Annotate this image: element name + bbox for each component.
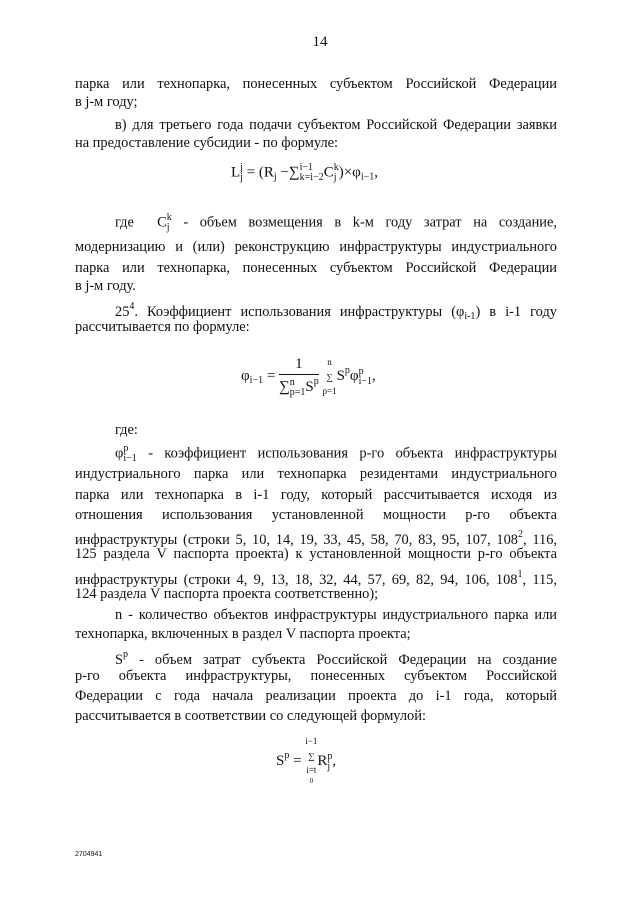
text-fragment: инфраструктуры (строки 5, 10, 14, 19, 33, 45, 58, 70, 83, 95, 107, 108 — [75, 532, 519, 548]
formula-symbol: S — [115, 652, 124, 668]
text-line: парка или технопарка в i-1 году, который рассчитывается исходя из — [75, 487, 557, 503]
formula-symbol: S — [336, 368, 345, 385]
fraction — [279, 356, 319, 398]
formula-sub: p=1 — [289, 386, 306, 398]
formula-text: , — [332, 752, 337, 769]
text-line: на предоставление субсидии - по формуле: — [75, 135, 339, 151]
document-code: 2704941 — [75, 851, 103, 858]
formula-sup: p — [313, 376, 319, 387]
formula-symbol: φ — [349, 368, 359, 385]
text-fragment: - объем затрат субъекта Российской Федерации на создание — [139, 652, 557, 668]
phi-definition — [75, 444, 557, 464]
formula-sub: k=i−2 — [299, 172, 324, 183]
text-line: где: — [115, 422, 138, 438]
formula-sup: i−1 — [299, 162, 314, 173]
text-line: n - количество объектов инфраструктуры индустриального парка или — [115, 607, 557, 623]
where-label: где — [115, 214, 134, 231]
formula-sub: i−1 — [123, 453, 137, 464]
formula-text: − — [280, 164, 289, 181]
footnote-sup: 1 — [517, 569, 523, 580]
formula-sup: p — [123, 443, 129, 454]
formula-sub: i−1 — [360, 171, 375, 183]
text-line: в j-м году; — [75, 94, 138, 110]
text-line: отношения использования установленной мощности p-го объекта — [75, 507, 557, 523]
formula-sup: p — [123, 649, 129, 660]
text-line: парка или технопарка, понесенных субъектом Российской Федерации — [75, 76, 557, 92]
formula-symbol: S — [305, 379, 314, 395]
formula-sup: k — [333, 162, 339, 173]
text-fragment: . Коэффициент использования инфраструктуры (φ — [134, 304, 465, 320]
text-line: модернизацию и (или) реконструкцию инфраструктуры индустриального — [75, 239, 557, 255]
formula-symbol: C — [157, 214, 167, 231]
formula-sub: i−1 — [358, 375, 373, 387]
sum-symbol: ∑ — [326, 371, 333, 382]
formula-sup: n — [327, 356, 332, 367]
formula-text: , — [372, 368, 376, 385]
formula-sub: j — [240, 172, 243, 183]
page-number: 14 — [312, 34, 328, 50]
formula-sup: p — [327, 750, 333, 762]
text-line: в) для третьего года подачи субъектом Российской Федерации заявки — [115, 117, 557, 133]
formula-sub: j — [273, 171, 277, 183]
text-fragment: - коэффициент использования p-го объекта инфраструктуры — [148, 445, 557, 462]
text-line: Федерации с года начала реализации проекта до i-1 года, который — [75, 688, 557, 704]
text-line: технопарка, включенных в раздел V паспорта проекта; — [75, 626, 411, 642]
formula-symbol: φ — [115, 445, 124, 462]
sum-block — [305, 736, 317, 787]
formula-symbol: L — [231, 164, 241, 181]
formula-symbol: C — [323, 164, 334, 181]
text-fragment: , 116, — [523, 532, 557, 548]
formula-sup: p — [358, 365, 364, 377]
text-line: рассчитывается в соответствии со следующей формулой: — [75, 708, 426, 724]
formula-text: )×φ — [338, 164, 361, 181]
formula-sup: p — [284, 749, 290, 761]
sum-symbol: ∑ — [288, 164, 300, 181]
formula-sub: j — [333, 172, 337, 183]
formula-symbol: φ — [241, 368, 250, 385]
formula-sub: j — [327, 760, 331, 772]
formula-sup: i−1 — [305, 736, 318, 746]
text-line: 124 раздела V паспорта проекта соответственно); — [75, 586, 379, 602]
formula-sub: j — [166, 222, 170, 233]
sum-block — [323, 357, 337, 397]
formula-sub: p=1 — [322, 385, 337, 396]
text-line: в j-м году. — [75, 278, 136, 294]
text-fragment: - объем возмещения в k-м году затрат на создание, — [183, 214, 557, 231]
formula-symbol: R — [317, 752, 328, 769]
formula-sup: j — [240, 162, 243, 173]
text-line: парка или технопарка, понесенных субъектом Российской Федерации — [75, 260, 557, 276]
footnote-sup: 2 — [518, 529, 524, 540]
sum-symbol: ∑ — [308, 751, 315, 761]
text-line: рассчитывается по формуле: — [75, 319, 250, 335]
text-line: p-го объекта инфраструктуры, понесенных субъектом Российской — [75, 668, 557, 684]
formula-s — [276, 736, 336, 787]
text-line: 125 раздела V паспорта проекта) к установленной мощности p-го объекта — [75, 546, 557, 562]
formula-text: , — [374, 164, 378, 181]
text-fragment: ) в i-1 году — [475, 304, 557, 320]
item-sup: 4 — [129, 301, 135, 312]
formula-phi — [241, 356, 376, 398]
formula-text: = — [266, 368, 276, 385]
text-fragment: , 115, — [522, 572, 557, 588]
formula-sub: i−1 — [249, 375, 264, 387]
formula-text: = — [293, 752, 302, 769]
formula-sub: 0 — [309, 777, 314, 785]
formula-sub: i=t — [306, 765, 317, 775]
formula-sub: i-1 — [464, 311, 476, 322]
formula-l — [231, 163, 378, 183]
text-fragment: инфраструктуры (строки 4, 9, 13, 18, 32, 44, 57, 69, 82, 94, 106, 108 — [75, 572, 518, 588]
s-definition — [75, 646, 557, 669]
c-definition — [75, 213, 557, 233]
formula-sup: p — [344, 365, 350, 377]
text-line: индустриального парка или технопарка резидентами индустриального — [75, 466, 557, 482]
sum-symbol: ∑ — [279, 379, 290, 395]
formula-symbol: S — [276, 752, 285, 769]
fraction-numerator: 1 — [279, 356, 319, 375]
fraction-denominator — [279, 375, 319, 398]
formula-sup: n — [289, 376, 295, 388]
formula-text: = (R — [246, 164, 274, 181]
item-number: 25 — [115, 304, 130, 320]
formula-sup: k — [166, 212, 172, 223]
